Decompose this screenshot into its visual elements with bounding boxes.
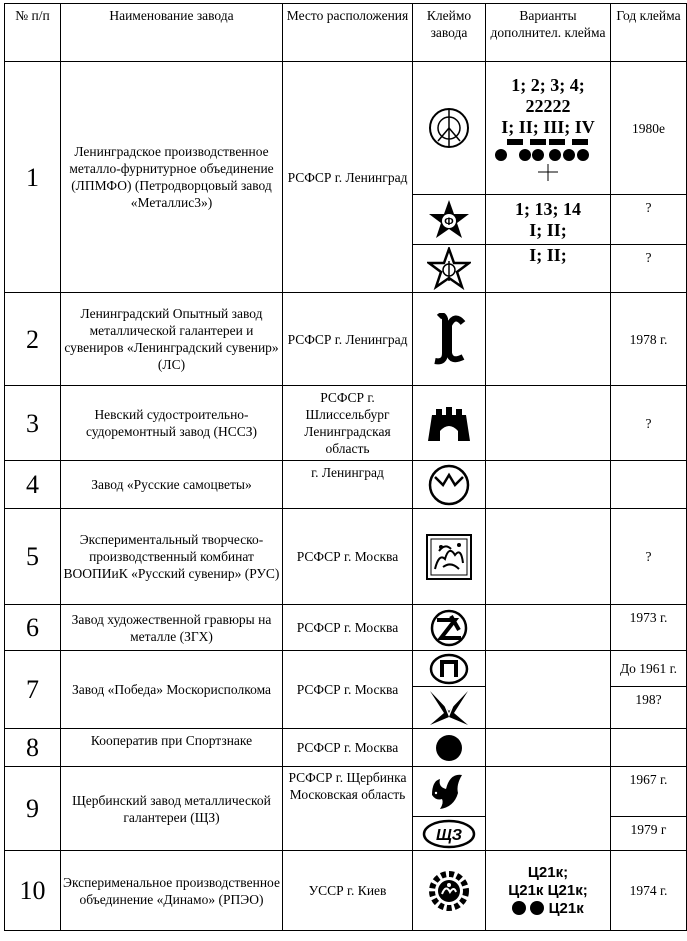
- mark-cell: [413, 851, 486, 931]
- row-number: 6: [5, 605, 61, 651]
- table-row: [5, 605, 687, 651]
- factory-name: Невский судостроительно-судоремонтный завод (НССЗ): [61, 386, 283, 461]
- row-number: 1: [5, 62, 61, 293]
- variants-cell: [486, 651, 611, 729]
- table-row: [5, 293, 687, 386]
- mark-cell: [413, 509, 486, 605]
- table-row: [5, 386, 687, 461]
- mark-cell: [413, 729, 486, 767]
- year-cell: 1967 г.: [611, 767, 687, 817]
- factory-name: Ленинградский Опытный завод металлической галантереи и сувениров «Ленинградский сувенир» (ЛС): [61, 293, 283, 386]
- header-variants: Варианты дополнител. клейма: [486, 4, 611, 62]
- table-row: [5, 767, 687, 817]
- variant-text: Ц21к: [548, 899, 584, 917]
- year-cell: ?: [611, 509, 687, 605]
- ls-monogram-icon: [429, 313, 469, 365]
- factory-name: Кооператив при Спортзнаке: [61, 729, 283, 767]
- year-cell: ?: [611, 245, 687, 293]
- variant-line: I; II;: [529, 245, 567, 265]
- mark-cell: [413, 62, 486, 195]
- factory-place: г. Ленинград: [283, 461, 413, 509]
- variants-cell: [486, 245, 611, 293]
- table-row: [5, 651, 687, 687]
- p-oval-icon: [428, 653, 470, 685]
- row-number: 8: [5, 729, 61, 767]
- factory-name: Ленинградское производственное металло-фурнитурное объединение (ЛПМФО) (Петродворцовый завод «Металлис3»): [61, 62, 283, 293]
- mark-cell: [413, 195, 486, 245]
- year-cell: 1974 г.: [611, 851, 687, 931]
- variant-line: 1; 2; 3; 4;: [511, 74, 585, 95]
- row-number: 4: [5, 461, 61, 509]
- header-place: Место расположения: [283, 4, 413, 62]
- variant-line: I; II;: [529, 219, 567, 240]
- header-year: Год клейма: [611, 4, 687, 62]
- year-cell: До 1961 г.: [611, 651, 687, 687]
- factory-name: Завод «Победа» Москорисполкома: [61, 651, 283, 729]
- variant-line: I; II; III; IV: [501, 116, 595, 137]
- table-row: [5, 729, 687, 767]
- row-number: 3: [5, 386, 61, 461]
- factory-name: Экспериментальный творческо-производственный комбинат ВООПИиК «Русский сувенир» (РУС): [61, 509, 283, 605]
- factory-place: РСФСР г. Москва: [283, 605, 413, 651]
- factory-marks-table: [4, 3, 687, 931]
- mark-cell: [413, 605, 486, 651]
- year-cell: [611, 461, 687, 509]
- row-number: 9: [5, 767, 61, 851]
- year-cell: 1978 г.: [611, 293, 687, 386]
- star-f-icon: [427, 198, 471, 242]
- dove-icon: [428, 771, 470, 813]
- row-number: 7: [5, 651, 61, 729]
- mark-cell: [413, 817, 486, 851]
- mark-cell: [413, 651, 486, 687]
- factory-place: РСФСР г. Москва: [283, 651, 413, 729]
- mark-cell: [413, 767, 486, 817]
- variants-cell: [486, 729, 611, 767]
- mark-cell: [413, 687, 486, 729]
- variants-cell: [486, 509, 611, 605]
- variants-cell: [486, 851, 611, 931]
- year-cell: 1973 г.: [611, 605, 687, 651]
- variants-cell: [486, 605, 611, 651]
- peace-circle-icon: [427, 106, 471, 150]
- header-mark: Клеймо завода: [413, 4, 486, 62]
- header-name: Наименование завода: [61, 4, 283, 62]
- variant-line: 1; 13; 14: [515, 198, 581, 219]
- gem-circle-icon: [427, 463, 471, 507]
- table-row: [5, 62, 687, 195]
- dot-icon: [530, 901, 544, 915]
- factory-place: УССР г. Киев: [283, 851, 413, 931]
- factory-name: Завод художественной гравюры на металле (ЗГХ): [61, 605, 283, 651]
- gear-emblem-icon: [426, 868, 472, 914]
- row-number: 2: [5, 293, 61, 386]
- factory-place: РСФСР г. Ленинград: [283, 62, 413, 293]
- factory-place: РСФСР г. Шлиссельбург Ленинградская область: [283, 386, 413, 461]
- factory-place: РСФСР г. Ленинград: [283, 293, 413, 386]
- header-row: [5, 4, 687, 62]
- year-cell: ?: [611, 195, 687, 245]
- mark-cell: [413, 245, 486, 293]
- variants-cell: [486, 62, 611, 195]
- variants-cell: [486, 386, 611, 461]
- variants-cell: [486, 293, 611, 386]
- year-cell: 1979 г: [611, 817, 687, 851]
- variants-cell: [486, 195, 611, 245]
- variants-cell: [486, 767, 611, 851]
- zgh-circle-icon: [429, 608, 469, 648]
- year-cell: 198?: [611, 687, 687, 729]
- svg-text:Ф: Ф: [444, 215, 454, 228]
- factory-name: Завод «Русские самоцветы»: [61, 461, 283, 509]
- factory-place: РСФСР г. Москва: [283, 509, 413, 605]
- star-outline-icon: [427, 247, 471, 291]
- mark-cell: [413, 386, 486, 461]
- svg-text:ЩЗ: ЩЗ: [435, 826, 463, 844]
- table-row: [5, 851, 687, 931]
- year-cell: 1980е: [611, 62, 687, 195]
- variant-line: Ц21к;: [527, 863, 569, 881]
- dot-icon: [512, 901, 526, 915]
- factory-place: РСФСР г. Москва: [283, 729, 413, 767]
- variant-line: Ц21к Ц21к;: [508, 881, 588, 899]
- solid-circle-icon: [434, 733, 464, 763]
- factory-name: Эксперименальное производственное объединение «Динамо» (РПЭО): [61, 851, 283, 931]
- v-star-icon: [428, 689, 470, 727]
- ornament-square-icon: [425, 533, 473, 581]
- variant-symbols-icon: [493, 138, 603, 182]
- variant-line: [488, 900, 608, 918]
- mark-cell: [413, 293, 486, 386]
- fortress-icon: [426, 403, 472, 443]
- year-cell: [611, 729, 687, 767]
- row-number: 5: [5, 509, 61, 605]
- row-number: 10: [5, 851, 61, 931]
- variant-line: 22222: [525, 95, 571, 116]
- factory-place: РСФСР г. Щербинка Московская область: [283, 767, 413, 851]
- factory-name: Щербинский завод металлической галантереи (ЩЗ): [61, 767, 283, 851]
- variants-cell: [486, 461, 611, 509]
- table-row: [5, 509, 687, 605]
- shz-oval-icon: [422, 819, 476, 849]
- mark-cell: [413, 461, 486, 509]
- year-cell: ?: [611, 386, 687, 461]
- table-row: [5, 461, 687, 509]
- header-num: № п/п: [5, 4, 61, 62]
